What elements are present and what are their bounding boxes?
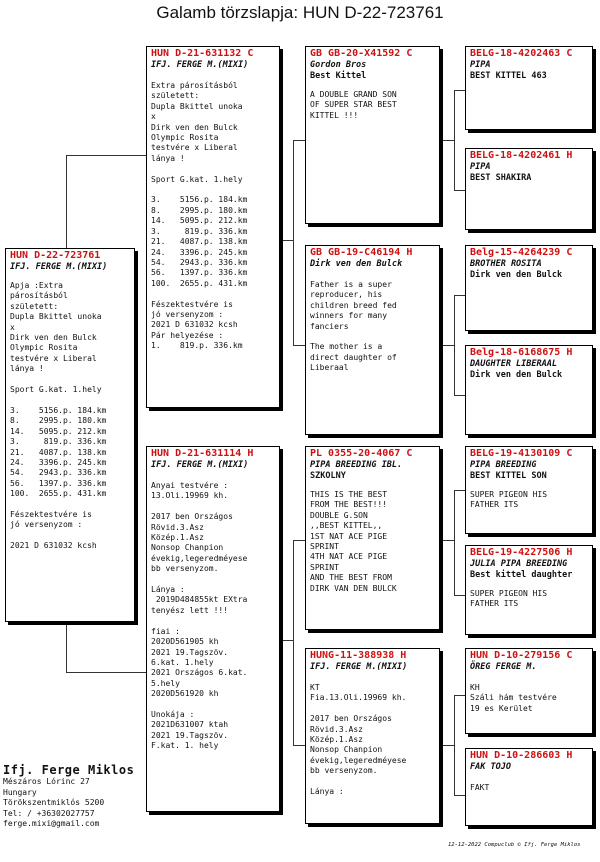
pigeon-card-mother-father [305, 446, 440, 630]
owner-email: ferge.mixi@gmail.com [3, 819, 100, 828]
ring-number: PL 0355-20-4067 C [310, 448, 413, 459]
connector-line [440, 345, 454, 346]
pigeon-card-fmm [465, 345, 593, 435]
connector-line [454, 490, 455, 595]
pigeon-card-mother-mother [305, 648, 440, 824]
connector-line [440, 745, 454, 746]
owner-city: Törökszentmiklós 5200 [3, 798, 105, 807]
breeder-name: PIPA [470, 162, 491, 172]
connector-line [280, 640, 293, 641]
ring-number: BELG-18-4202463 C [470, 48, 573, 59]
owner-country: Hungary [3, 787, 37, 797]
ring-number: GB GB-19-C46194 H [310, 247, 413, 258]
owner-phone: Tel: / +36302027757 [3, 808, 95, 818]
breeder-name: IFJ. FERGE M.(MIXI) [151, 460, 249, 470]
pedigree-notes: Extra párosításból született: Dupla Bkittel unoka x Dirk ven den Bulck Olympic Rosita testvére x Liberal lánya ! Sport G.kat. 1.hely 3. 5156.p. 184.km 8. 2995.p. 180.km 14. 5095.p. 212.km 3. 819.p. 336.km 21. 4087.p. 138.km 24. 3396.p. 245.km 54. 2943.p. 336.km 56. 1397.p. 336.km 100. 2655.p. 431.km Fészektestvére is jó versenyzom : 2021 D 631032 kcsh Pár helyezése : 1. 819.p. 336.km [151, 81, 248, 351]
connector-line [454, 795, 465, 796]
pigeon-card-mmf [465, 648, 593, 734]
connector-line [454, 90, 455, 190]
ring-number: HUNG-11-388938 H [310, 650, 407, 661]
connector-line [293, 745, 305, 746]
ring-number: Belg-15-4264239 C [470, 247, 573, 258]
connector-line [66, 155, 146, 156]
connector-line [293, 540, 294, 745]
pigeon-name: Dirk ven den Bulck [470, 370, 563, 380]
pigeon-card-mff [465, 446, 593, 534]
pigeon-card-ffm [465, 148, 593, 230]
breeder-name: IFJ. FERGE M.(MIXI) [310, 662, 408, 672]
pigeon-card-mfm [465, 545, 593, 635]
pedigree-notes: KH Száli hám testvére 19 es Kerület [470, 683, 557, 713]
pigeon-card-subject [5, 248, 135, 622]
pigeon-card-mother [146, 446, 280, 812]
pigeon-card-father [146, 46, 280, 408]
connector-line [454, 595, 465, 596]
pigeon-name: Best kittel daughter [470, 570, 573, 580]
ring-number: HUN D-10-286603 H [470, 750, 573, 761]
ring-number: BELG-19-4130109 C [470, 448, 573, 459]
pigeon-name: BEST SHAKIRA [470, 173, 532, 183]
breeder-name: Gordon Bros [310, 60, 367, 70]
connector-line [454, 90, 465, 91]
connector-line [66, 155, 67, 248]
ring-number: HUN D-22-723761 [10, 250, 101, 261]
pedigree-notes: KT Fia.13.Oli.19969 kh. 2017 ben Országos Rövid.3.Asz Közép.1.Asz Nonsop Chanpion évekig,legeredméyese bb versenyzom. Lánya : [310, 683, 407, 797]
connector-line [293, 140, 294, 345]
breeder-name: IFJ. FERGE M.(MIXI) [151, 60, 249, 70]
pigeon-card-father-father [305, 46, 440, 224]
connector-line [454, 190, 465, 191]
pigeon-card-fmf [465, 245, 593, 331]
connector-line [454, 395, 465, 396]
pedigree-notes: Anyai testvére : 13.Oli.19969 kh. 2017 ben Országos Rövid.3.Asz Közép.1.Asz Nonsop Chanpion évekig,legeredméyese bb versenyzom. Lánya : 2019D484855kt EXtra tenyész lett !!! fiai : 2020D561905 kh 2021 19.Tagszöv. 6.kat. 1.hely 2021 Országos 6.kat. 5.hely 2020D561920 kh Unokája : 2021D631007 ktah 2021 19.Tagszöv. F.kat. 1. hely [151, 481, 248, 751]
pigeon-card-mmm [465, 748, 593, 826]
pedigree-notes: SUPER PIGEON HIS FATHER ITS [470, 490, 548, 510]
owner-address: Mészáros Lórinc 27 [3, 777, 90, 786]
pedigree-notes: FAKT [470, 783, 490, 792]
breeder-name: BROTHER ROSITA [470, 259, 542, 269]
pigeon-name: BEST KITTEL SON [470, 471, 547, 481]
ring-number: Belg-18-6168675 H [470, 347, 573, 358]
breeder-name: PIPA [470, 60, 491, 70]
ring-number: BELG-19-4227506 H [470, 547, 573, 558]
pigeon-name: Best Kittel [310, 71, 367, 81]
pedigree-notes: THIS IS THE BEST FROM THE BEST!!! DOUBLE G.SON ,,BEST KITTEL,, 1ST NAT ACE PIGE SPRINT 4TH NAT ACE PIGE SPRINT AND THE BEST FROM DIRK VAN DEN BULCK [310, 490, 397, 593]
pigeon-name: BEST KITTEL 463 [470, 71, 547, 81]
pedigree-notes: Father is a super reproducer, his children breed fed winners for many fanciers The mother is a direct daughter of Liberaal [310, 280, 397, 373]
pedigree-notes: SUPER PIGEON HIS FATHER ITS [470, 589, 548, 609]
pedigree-notes: Apja :Extra párosításból született: Dupla Bkittel unoka x Dirk ven den Bulck Olympic Rosita testvére x Liberal lánya ! Sport G.kat. 1.hely 3. 5156.p. 184.km 8. 2995.p. 180.km 14. 5095.p. 212.km 3. 819.p. 336.km 21. 4087.p. 138.km 24. 3396.p. 245.km 54. 2943.p. 336.km 56. 1397.p. 336.km 100. 2655.p. 431.km Fészektestvére is jó versenyzom : 2021 D 631032 kcsh [10, 281, 107, 551]
pigeon-name: Dirk ven den Bulck [470, 270, 563, 280]
connector-line [440, 540, 454, 541]
connector-line [454, 295, 455, 395]
connector-line [66, 622, 67, 672]
connector-line [454, 695, 465, 696]
ring-number: HUN D-21-631132 C [151, 48, 254, 59]
ring-number: GB GB-20-X41592 C [310, 48, 413, 59]
owner-name: Ifj. Ferge Miklos [3, 763, 135, 777]
pedigree-notes: A DOUBLE GRAND SON OF SUPER STAR BEST KITTEL !!! [310, 90, 397, 120]
breeder-name: ÖREG FERGE M. [470, 662, 537, 672]
breeder-name: Dirk ven den Bulck [310, 259, 403, 269]
breeder-name: JULIA PIPA BREEDING [470, 559, 568, 569]
connector-line [454, 695, 455, 795]
ring-number: HUN D-10-279156 C [470, 650, 573, 661]
connector-line [66, 672, 146, 673]
connector-line [454, 490, 465, 491]
breeder-name: PIPA BREEDING IBL. [310, 460, 403, 470]
connector-line [293, 345, 305, 346]
breeder-name: IFJ. FERGE M.(MIXI) [10, 262, 108, 272]
owner-info [3, 763, 134, 830]
connector-line [293, 140, 305, 141]
page-title: Galamb törzslapja: HUN D-22-723761 [156, 3, 444, 22]
pigeon-card-father-mother [305, 245, 440, 435]
ring-number: HUN D-21-631114 H [151, 448, 254, 459]
connector-line [280, 240, 293, 241]
breeder-name: FAK TOJO [470, 762, 511, 772]
footer-credit: 12-12-2022 Compuclub © Ifj. Ferge Miklos [448, 842, 581, 848]
connector-line [293, 540, 305, 541]
pigeon-name: SZKOLNY [310, 471, 346, 481]
connector-line [454, 295, 465, 296]
ring-number: BELG-18-4202461 H [470, 150, 573, 161]
pigeon-card-fff [465, 46, 593, 130]
breeder-name: DAUGHTER LIBERAAL [470, 359, 557, 369]
connector-line [440, 140, 454, 141]
breeder-name: PIPA BREEDING [470, 460, 537, 470]
